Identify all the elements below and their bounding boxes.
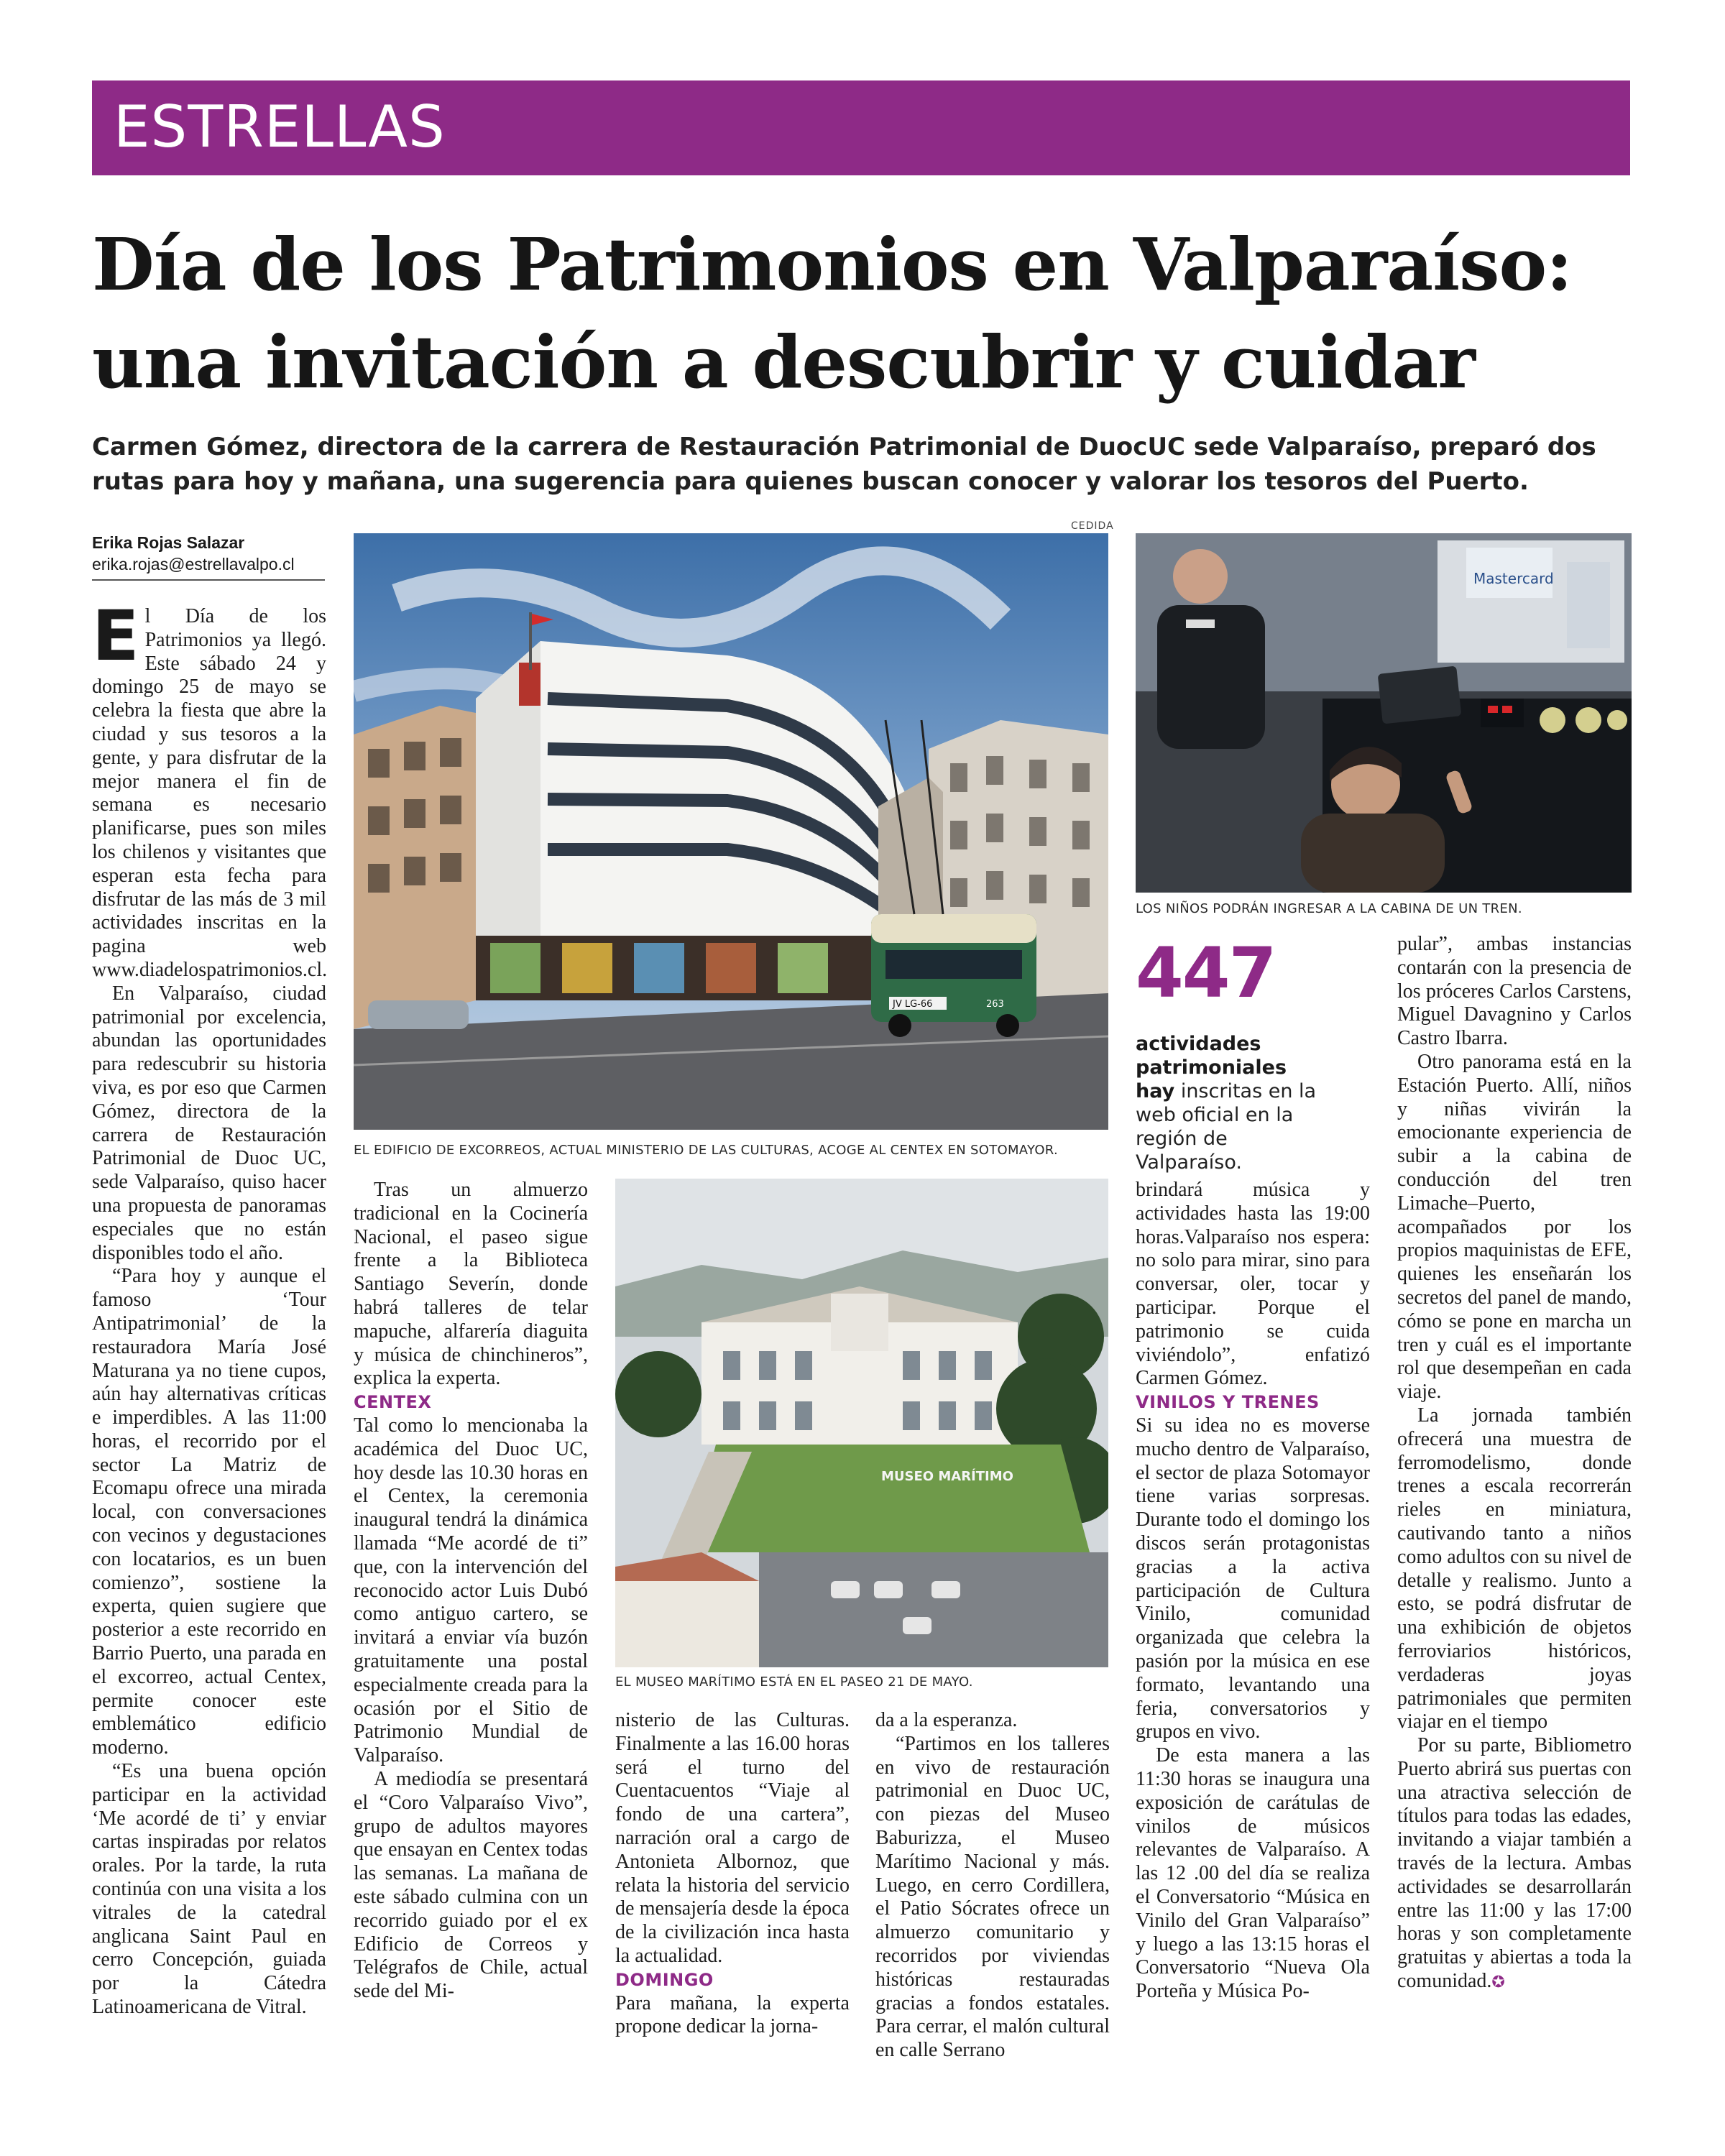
byline-author: Erika Rojas Salazar	[92, 533, 245, 552]
photo-excorreos-building	[354, 533, 1108, 1130]
caption-train: LOS NIÑOS PODRÁN INGRESAR A LA CABINA DE UN TREN.	[1136, 901, 1522, 916]
col3-paragraph-1: nisterio de las Culturas. Finalmente a las 16.00 horas será el turno del Cuentacuentos “Viaje al fondo de una cartera”, narración oral a cargo de Antonieta Albornoz, que relata la historia del servicio de mensajería desde la época de la civilización inca hasta la actualidad.	[615, 1709, 850, 1967]
headline-line-2: una invitación a descubrir y cuidar	[92, 320, 1475, 405]
deck: Carmen Gómez, directora de la carrera de Restauración Patrimonial de DuocUC sede Valparaíso, preparó dos rutas para hoy y mañana, una sugerencia para quienes buscan conocer y valorar los tesoros del Puerto.	[92, 433, 1596, 496]
col2-paragraph-1: Tras un almuerzo tradicional en la Cocinería Nacional, el paseo sigue frente a la Biblioteca Santiago Severín, donde habrá talleres de telar mapuche, alfarería diaguita y música de chinchineros”, explica la experta.	[354, 1179, 588, 1390]
svg-text:263: 263	[986, 999, 1004, 1010]
col1-paragraph-3: “Para hoy y aunque el famoso ‘Tour Antipatrimonial’ de la restauradora María José Maturana ya no tiene cupos, aún hay alternativas críticas e imperdibles. A las 11:00 horas, el recorrido por el sector La Matriz de Ecomapu ofrece una mirada local, con conversaciones con vecinos y degustaciones con locatarios, es un buen comienzo”, sostiene la experta, quien sugiere que posterior a este recorrido en Barrio Puerto, una parada en el excorreo, actual Centex, permite conocer este emblemático edificio moderno.	[92, 1265, 326, 1759]
museum-illustration	[615, 1179, 1108, 1667]
col6-paragraph-1: pular”, ambas instancias contarán con la presencia de los próceres Carlos Carstens, Miguel Davagnino y Carlos Castro Ibarra.	[1397, 933, 1632, 1050]
article-column-3	[615, 1709, 850, 2039]
caption-excorreos: EL EDIFICIO DE EXCORREOS, ACTUAL MINISTERIO DE LAS CULTURAS, ACOGE AL CENTEX EN SOTOMAYOR.	[354, 1143, 1058, 1158]
article-column-1	[92, 596, 328, 2019]
stat-bold: actividades patrimoniales hay	[1136, 1033, 1287, 1102]
byline	[92, 532, 295, 575]
svg-text:JV LG-66: JV LG-66	[893, 999, 933, 1010]
svg-text:Mastercard: Mastercard	[1473, 570, 1554, 587]
section-banner	[92, 80, 1630, 175]
col5-paragraph-1: brindará música y actividades hasta las 19:00 horas.Valparaíso nos espera: no solo para mirar, sino para conversar, oler, tocar y participar. Porque el patrimonio se cuida viviéndolo”, enfatizó Carmen Gómez.	[1136, 1179, 1370, 1390]
col4-paragraph-2: “Partimos en los talleres en vivo de restauración patrimonial en Duoc UC, con piezas del Museo Baburizza, el Museo Marítimo Nacional y más. Luego, en cerro Cordillera, el Patio Sócrates ofrece un almuerzo comunitario y recorridos por viviendas históricas restauradas gracias a fondos estatales. Para cerrar, el malón cultural en calle Serrano	[875, 1732, 1110, 2062]
col2-paragraph-3: A mediodía se presentará el “Coro Valparaíso Vivo”, grupo de adultos mayores que ensayan en Centex todas las semanas. La mañana de este sábado culmina con un recorrido guiado por el ex Edificio de Correos y Telégrafos de Chile, actual sede del Mi-	[354, 1767, 588, 2003]
section-title: ESTRELLAS	[114, 93, 446, 160]
photo-museo-maritimo	[615, 1179, 1108, 1667]
end-mark-icon: ✪	[1491, 1973, 1505, 1991]
col1-paragraph-2: En Valparaíso, ciudad patrimonial por excelencia, abundan las oportunidades para redescubrir su historia viva, es por eso que Carmen Gómez, directora de la carrera de Restauración Patrimonial de Duoc UC, sede Valparaíso, quiso hacer una propuesta de panoramas especiales que no están disponibles todo el año.	[92, 982, 326, 1264]
col6-paragraph-3: La jornada también ofrecerá una muestra de ferromodelismo, donde trenes a escala recorrerán rieles en miniatura, cautivando tanto a niños como adultos con su nivel de detalle y realismo. Junto a esto, se podrá disfrutar de una exhibición de objetos ferroviarios históricos, verdaderas joyas patrimoniales que permiten viajar en el tiempo	[1397, 1404, 1632, 1733]
excorreos-illustration	[354, 533, 1108, 1130]
svg-text:MUSEO MARÍTIMO: MUSEO MARÍTIMO	[881, 1469, 1013, 1484]
article-column-2	[354, 1179, 588, 2004]
col3-paragraph-2: Para mañana, la experta propone dedicar la jorna-	[615, 1991, 850, 2038]
headline	[92, 216, 1644, 411]
caption-museum: EL MUSEO MARÍTIMO ESTÁ EN EL PASEO 21 DE MAYO.	[615, 1674, 973, 1690]
stat-text: inscritas en la web oficial en la región de Valparaíso.	[1136, 1080, 1317, 1174]
subhead-centex: CENTEX	[354, 1392, 432, 1413]
stat-description	[1136, 1032, 1330, 1174]
article-column-4	[875, 1709, 1110, 2063]
byline-rule	[92, 579, 325, 581]
col6-paragraph-2: Otro panorama está en la Estación Puerto. Allí, niños y niñas vivirán la emocionante experiencia de subir a la cabina de conducción del tren Limache–Puerto, acompañados por los propios maquinistas de EFE, quienes les enseñarán los secretos del panel de mando, cómo se pone en marcha un tren y cuál es el importante rol que desempeñan en cada viaje.	[1397, 1050, 1632, 1404]
drop-cap: E	[92, 596, 139, 676]
train-cabin-illustration	[1136, 533, 1632, 893]
subhead-domingo: DOMINGO	[615, 1969, 714, 1990]
col2-paragraph-2: Tal como lo mencionaba la académica del Duoc UC, hoy desde las 10.30 horas en el Centex, la ceremonia inaugural tendrá la dinámica llamada “Me acordé de ti” que, con la intervención del reconocido actor Luis Dubó como antiguo cartero, se invitará a enviar vía buzón gratuitamente una postal especialmente creada para la ocasión por el Sitio de Patrimonio Mundial de Valparaíso.	[354, 1414, 588, 1767]
subhead-vinilos-trenes: VINILOS Y TRENES	[1136, 1392, 1320, 1413]
photo-train-cabin	[1136, 533, 1632, 893]
article-column-6	[1397, 933, 1632, 1994]
byline-email[interactable]: erika.rojas@estrellavalpo.cl	[92, 555, 295, 573]
col5-paragraph-3: De esta manera a las 11:30 horas se inaugura una exposición de carátulas de vinilos de músicos relevantes de Valparaíso. A las 12 .00 del día se realiza el Conversatorio “Música en Vinilo del Gran Valparaíso” y luego a las 13:15 horas el Conversatorio “Nueva Ola Porteña y Música Po-	[1136, 1744, 1370, 2003]
col1-paragraph-1: El Día de los Patrimonios ya llegó. Este sábado 24 y domingo 25 de mayo se celebra la fiesta que abre la ciudad y sus tesoros a la gente, y para disfrutar de la mejor manera el fin de semana es necesario planificarse, pues son miles los chilenos y visitantes que esperan esta fecha para disfrutar de las más de 3 mil actividades inscritas en la pagina web www.diadelospatrimonios.cl.	[92, 596, 328, 981]
col1-paragraph-4: “Es una buena opción participar en la actividad ‘Me acordé de ti’ y enviar cartas inspiradas por relatos orales. Por la tarde, la ruta continúa con una visita a los vitrales de la catedral anglicana Saint Paul en cerro Concepción, guiada por la Cátedra Latinoamericana de Vitral.	[92, 1760, 326, 2019]
col6-paragraph-4: Por su parte, Bibliometro Puerto abrirá sus puertas con una atractiva selección de títulos para todas las edades, invitando a viajar también a través de la lectura. Ambas actividades se desarrollarán entre las 11:00 y las 17:00 horas y son completamente gratuitas y abiertas a toda la comunidad.✪	[1397, 1734, 1632, 1993]
stat-number: 447	[1136, 933, 1276, 1013]
col5-paragraph-2: Si su idea no es moverse mucho dentro de Valparaíso, el sector de plaza Sotomayor tiene varias sorpresas. Durante todo el domingo los discos serán protagonistas gracias a la activa participación de Cultura Vinilo, comunidad organizada que celebra la pasión por la música en ese formato, levantando una feria, conversatorios y grupos en vivo.	[1136, 1414, 1370, 1743]
article-column-5	[1136, 1179, 1370, 2004]
col4-paragraph-1: da a la esperanza.	[875, 1709, 1018, 1731]
headline-line-1: Día de los Patrimonios en Valparaíso:	[92, 222, 1573, 307]
photo-credit: CEDIDA	[1071, 520, 1114, 532]
